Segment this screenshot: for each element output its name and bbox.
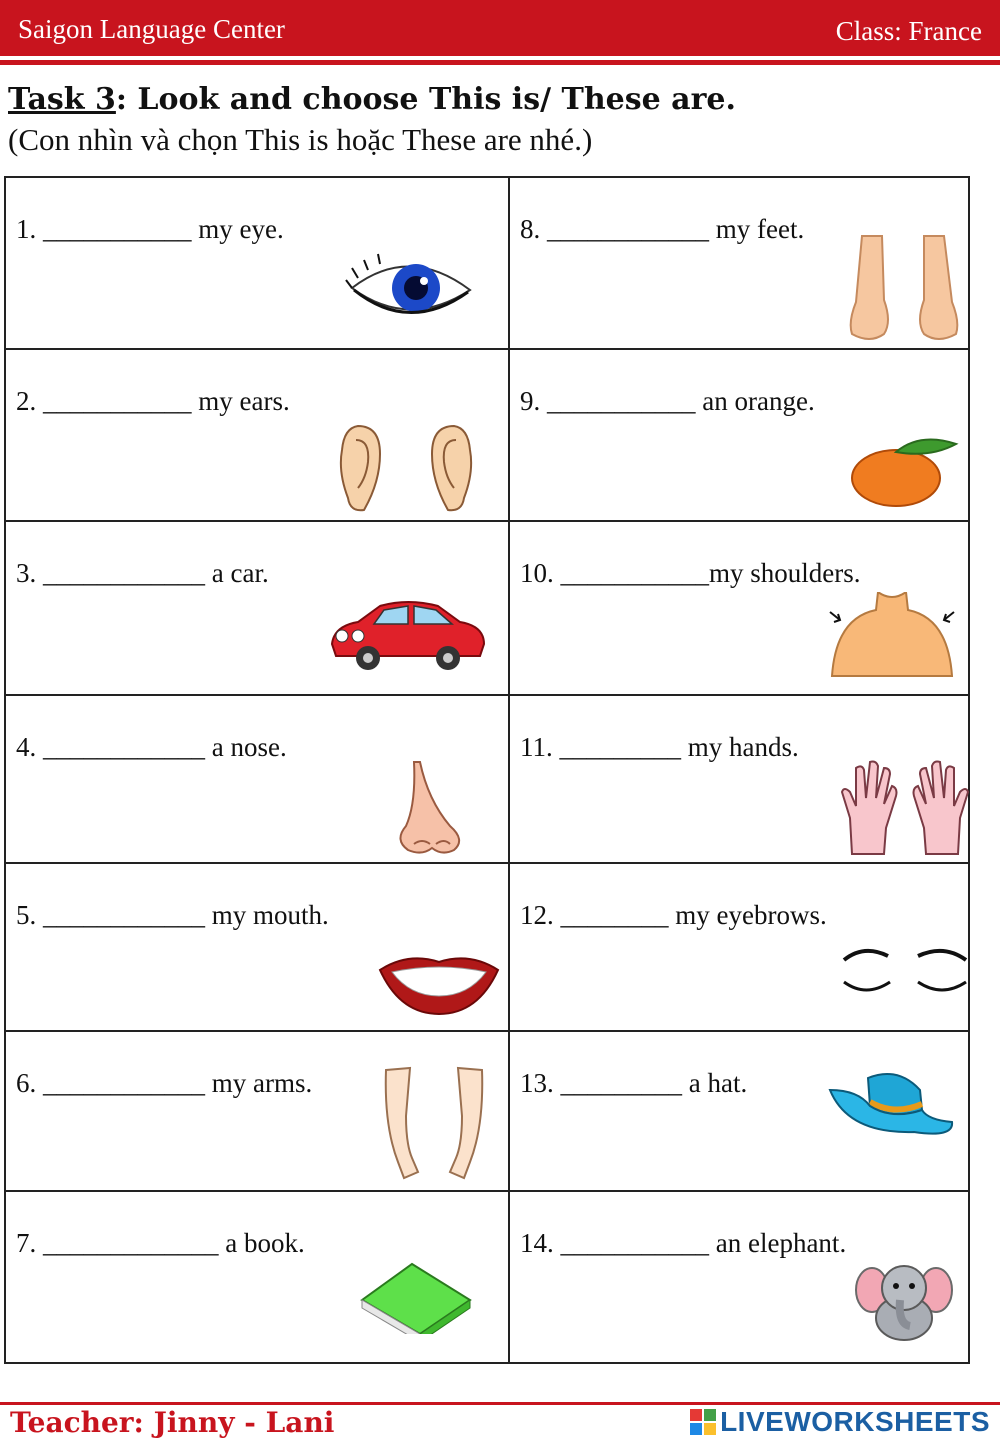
class-label: Class: France: [835, 16, 982, 46]
exercise-cell: [509, 695, 969, 863]
exercise-item-14[interactable]: 14. ___________ an elephant.: [520, 1228, 847, 1258]
exercise-item-12[interactable]: 12. ________ my eyebrows.: [520, 900, 827, 930]
teacher-name: Teacher: Jinny - Lani: [10, 1406, 335, 1439]
feet-icon: [840, 230, 970, 350]
header-rule: [0, 60, 1000, 65]
exercise-cell: [5, 177, 509, 349]
exercise-item-1[interactable]: 1. ___________ my eye.: [16, 214, 284, 244]
exercise-cell: [509, 863, 969, 1031]
exercise-cell: [5, 863, 509, 1031]
shoulders-icon: [828, 592, 956, 682]
exercise-cell: [509, 177, 969, 349]
exercise-cell: [509, 1191, 969, 1363]
exercise-item-8[interactable]: 8. ____________ my feet.: [520, 214, 805, 244]
exercise-cell: [5, 349, 509, 521]
exercise-item-11[interactable]: 11. _________ my hands.: [520, 732, 799, 762]
book-icon: [358, 1262, 474, 1334]
elephant-icon: [854, 1260, 954, 1342]
nose-icon: [392, 760, 468, 856]
mouth-icon: [378, 950, 500, 1016]
exercise-cell: [509, 1031, 969, 1191]
car-icon: [328, 600, 488, 672]
exercise-item-5[interactable]: 5. ____________ my mouth.: [16, 900, 329, 930]
exercise-item-3[interactable]: 3. ____________ a car.: [16, 558, 269, 588]
hat-icon: [828, 1070, 956, 1144]
brand-name: LIVEWORKSHEETS: [720, 1406, 990, 1437]
exercise-item-7[interactable]: 7. _____________ a book.: [16, 1228, 305, 1258]
task-instruction: : Look and choose This is/ These are.: [115, 82, 736, 117]
hands-icon: [840, 758, 970, 858]
exercise-cell: [509, 349, 969, 521]
orange-icon: [850, 436, 960, 508]
exercise-cell: [5, 521, 509, 695]
exercise-grid: [4, 176, 970, 1364]
exercise-item-13[interactable]: 13. _________ a hat.: [520, 1068, 748, 1098]
school-name: Saigon Language Center: [18, 14, 285, 44]
exercise-item-6[interactable]: 6. ____________ my arms.: [16, 1068, 313, 1098]
ears-icon: [336, 422, 476, 514]
task-subtitle: (Con nhìn và chọn This is hoặc These are nhé.): [8, 122, 593, 157]
exercise-item-2[interactable]: 2. ___________ my ears.: [16, 386, 290, 416]
header-bar: [0, 0, 1000, 56]
arms-icon: [376, 1066, 492, 1184]
exercise-cell: [5, 695, 509, 863]
exercise-item-10[interactable]: 10. ___________my shoulders.: [520, 558, 861, 588]
task-number: Task 3: [8, 82, 116, 117]
exercise-cell: [5, 1031, 509, 1191]
task-title: [8, 82, 736, 117]
eye-icon: [344, 250, 474, 330]
exercise-item-9[interactable]: 9. ___________ an orange.: [520, 386, 815, 416]
brand[interactable]: [690, 1406, 990, 1438]
eyebrows-icon: [840, 946, 970, 1002]
footer-rule: [0, 1402, 1000, 1405]
liveworksheets-logo-icon: [690, 1409, 716, 1435]
exercise-cell: [5, 1191, 509, 1363]
exercise-cell: [509, 521, 969, 695]
exercise-item-4[interactable]: 4. ____________ a nose.: [16, 732, 287, 762]
